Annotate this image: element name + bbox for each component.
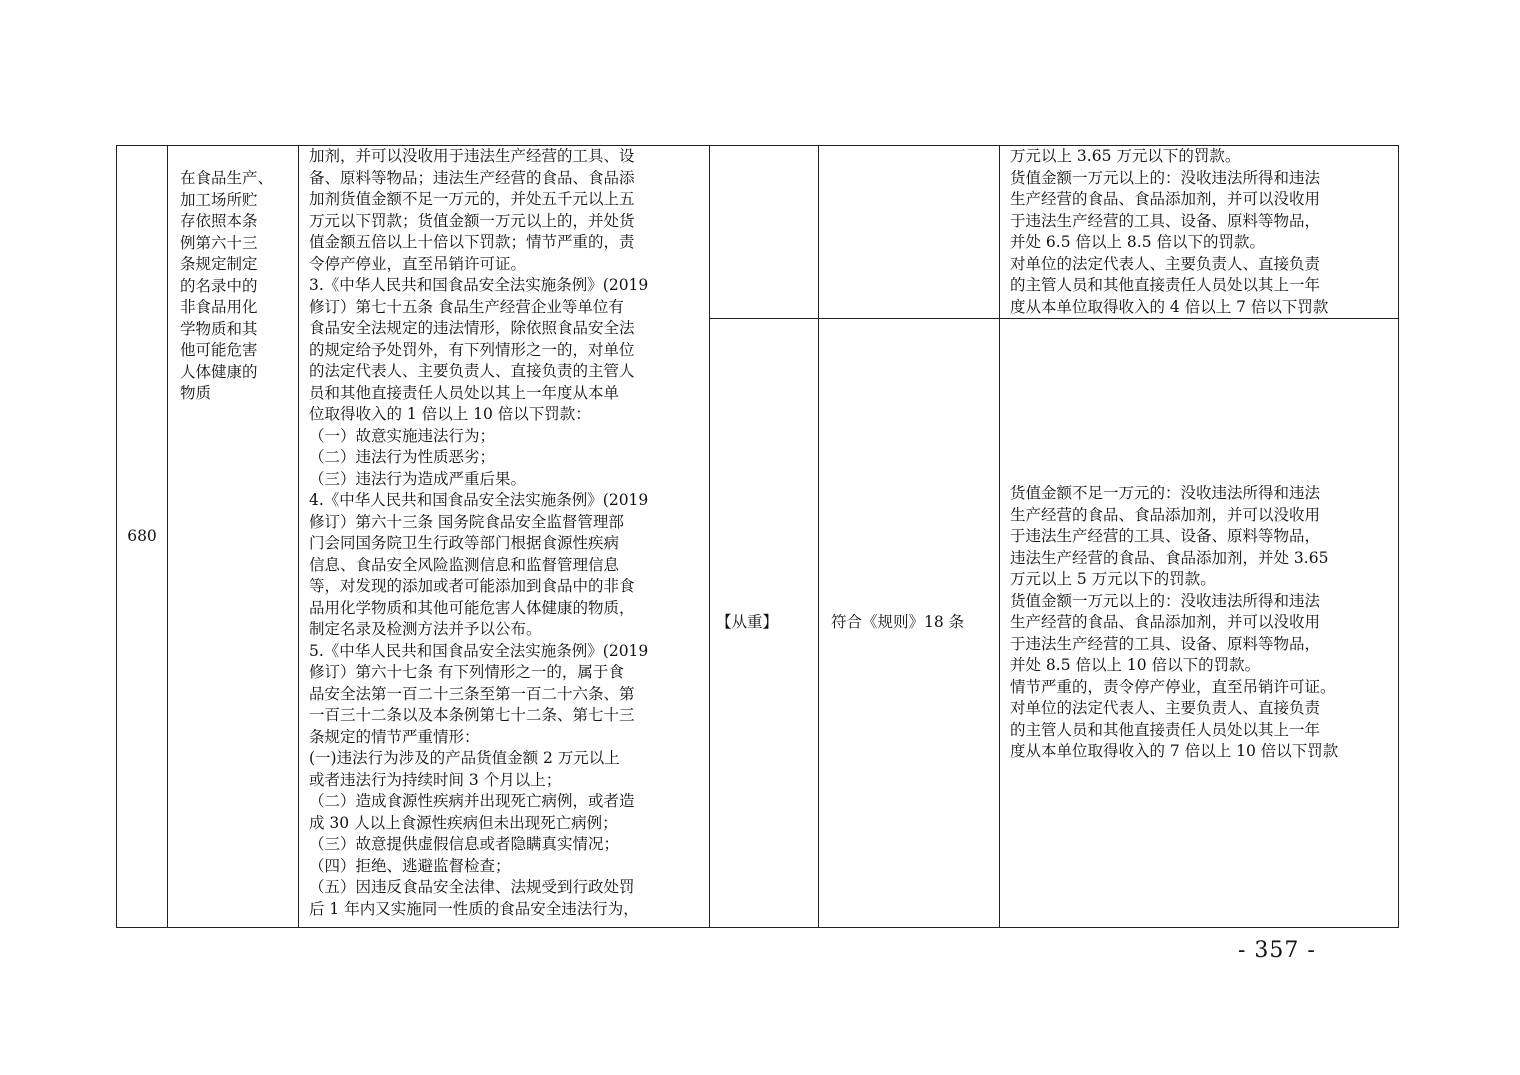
- text-line: 货值金额不足一万元的：没收违法所得和违法: [1010, 484, 1321, 503]
- text-line: 万元以上 3.65 万元以下的罚款。: [1010, 147, 1241, 165]
- text-line: 的规定给予处罚外，有下列情形之一的，对单位: [309, 340, 635, 359]
- legal-basis-text: [309, 146, 701, 920]
- text-line: （一）故意实施违法行为；: [309, 426, 496, 445]
- penalty-standard-upper: [1010, 146, 1392, 318]
- condition-cell-upper: [819, 146, 1000, 319]
- text-line: 物质: [180, 384, 212, 402]
- text-line: 品安全法第一百二十三条至第一百二十六条、第: [309, 684, 635, 703]
- text-line: 于违法生产经营的工具、设备、原料等物品，: [1010, 634, 1321, 653]
- penalty-standard-cell-lower: [1000, 319, 1399, 928]
- text-line: 加工场所贮: [180, 190, 258, 209]
- text-line: 并处 6.5 倍以上 8.5 倍以下的罚款。: [1010, 233, 1266, 251]
- penalty-table: [116, 145, 1399, 928]
- text-line: 于违法生产经营的工具、设备、原料等物品，: [1010, 527, 1321, 546]
- text-line: 成 30 人以上食源性疾病但未出现死亡病例；: [309, 813, 618, 832]
- condition-lower: 符合《规则》18 条: [831, 613, 965, 632]
- text-line: 度从本单位取得收入的 4 倍以上 7 倍以下罚款: [1010, 297, 1329, 316]
- text-line: 门会同国务院卫生行政等部门根据食源性疾病: [309, 534, 620, 552]
- text-line: （五）因违反食品安全法律、法规受到行政处罚: [309, 878, 635, 896]
- text-line: 等，对发现的添加或者可能添加到食品中的非食: [309, 577, 635, 595]
- text-line: 或者违法行为持续时间 3 个月以上；: [309, 770, 562, 789]
- text-line: 的名录中的: [180, 276, 258, 295]
- text-line: （二）造成食源性疾病并出现死亡病例，或者造: [309, 792, 635, 810]
- text-line: （四）拒绝、逃避监督检查；: [309, 856, 511, 875]
- text-line: 员和其他直接责任人员处以其上一年度从本单: [309, 383, 620, 402]
- text-line: 3.《中华人民共和国食品安全法实施条例》(2019: [309, 276, 649, 294]
- penalty-standard-lower: [1010, 483, 1392, 763]
- text-line: 位取得收入的 1 倍以上 10 倍以下罚款：: [309, 405, 591, 423]
- text-line: （三）故意提供虚假信息或者隐瞒真实情况；: [309, 835, 620, 853]
- text-line: 违法生产经营的食品、食品添加剂，并处 3.65: [1010, 548, 1329, 567]
- text-line: 他可能危害: [180, 341, 258, 359]
- text-line: 于违法生产经营的工具、设备、原料等物品，: [1010, 211, 1321, 230]
- text-line: 条规定制定: [180, 255, 258, 273]
- text-line: 万元以上 5 万元以下的罚款。: [1010, 570, 1216, 589]
- text-line: 令停产停业，直至吊销许可证。: [309, 254, 527, 273]
- text-line: 5.《中华人民共和国食品安全法实施条例》(2019: [309, 641, 649, 660]
- discretion-level-cell-upper: [710, 146, 819, 319]
- text-line: 的主管人员和其他直接责任人员处以其上一年: [1010, 720, 1321, 739]
- text-line: 加剂货值金额不足一万元的，并处五千元以上五: [309, 190, 635, 208]
- text-line: 货值金额一万元以上的：没收违法所得和违法: [1010, 591, 1321, 610]
- text-line: 存依照本条: [180, 212, 258, 230]
- text-line: 人体健康的: [180, 362, 258, 381]
- text-line: 生产经营的食品、食品添加剂，并可以没收用: [1010, 613, 1321, 632]
- text-line: 非食品用化: [180, 298, 258, 316]
- text-line: 生产经营的食品、食品添加剂，并可以没收用: [1010, 505, 1321, 524]
- text-line: 信息、食品安全风险监测信息和监督管理信息: [309, 555, 620, 574]
- penalty-standard-cell-upper: [1000, 146, 1399, 319]
- condition-cell-lower: [819, 319, 1000, 928]
- text-line: 修订）第六十七条 有下列情形之一的，属于食: [309, 663, 624, 681]
- text-line: 备、原料等物品；违法生产经营的食品、食品添: [309, 168, 635, 187]
- text-line: 货值金额一万元以上的：没收违法所得和违法: [1010, 168, 1321, 187]
- text-line: 生产经营的食品、食品添加剂，并可以没收用: [1010, 190, 1321, 208]
- text-line: 制定名录及检测方法并予以公布。: [309, 620, 542, 638]
- text-line: 加剂，并可以没收用于违法生产经营的工具、设: [309, 147, 635, 165]
- text-line: 度从本单位取得收入的 7 倍以上 10 倍以下罚款: [1010, 742, 1339, 761]
- discretion-level-lower: 【从重】: [716, 613, 779, 632]
- text-line: 修订）第六十三条 国务院食品安全监督管理部: [309, 512, 624, 531]
- text-line: 一百三十二条以及本条例第七十二条、第七十三: [309, 706, 635, 724]
- page-number: - 357 -: [1238, 938, 1316, 963]
- text-line: (一)违法行为涉及的产品货值金额 2 万元以上: [309, 749, 620, 767]
- text-line: 的主管人员和其他直接责任人员处以其上一年: [1010, 276, 1321, 294]
- text-line: 条规定的情节严重情形：: [309, 727, 480, 746]
- text-line: 值金额五倍以上十倍以下罚款；情节严重的，责: [309, 233, 635, 251]
- legal-basis-cell: [299, 146, 710, 928]
- text-line: 万元以下罚款；货值金额一万元以上的，并处货: [309, 211, 635, 230]
- text-line: 对单位的法定代表人、主要负责人、直接负责: [1010, 254, 1321, 273]
- text-line: 对单位的法定代表人、主要负责人、直接负责: [1010, 699, 1321, 718]
- row-number-cell: [117, 146, 168, 928]
- table-row-upper: [117, 146, 1399, 319]
- text-line: 的法定代表人、主要负责人、直接负责的主管人: [309, 362, 635, 380]
- text-line: 学物质和其: [180, 319, 258, 338]
- text-line: 4.《中华人民共和国食品安全法实施条例》(2019: [309, 491, 649, 509]
- violation-item-cell: [168, 146, 299, 928]
- row-number: 680: [127, 526, 157, 545]
- text-line: 在食品生产、: [180, 169, 274, 187]
- text-line: 后 1 年内又实施同一性质的食品安全违法行为，: [309, 899, 639, 918]
- discretion-level-cell-lower: [710, 319, 819, 928]
- text-line: （三）违法行为造成严重后果。: [309, 469, 527, 488]
- text-line: 食品安全法规定的违法情形，除依照食品安全法: [309, 319, 635, 337]
- text-line: 情节严重的，责令停产停业，直至吊销许可证。: [1010, 677, 1336, 696]
- text-line: 修订）第七十五条 食品生产经营企业等单位有: [309, 297, 624, 316]
- text-line: 品用化学物质和其他可能危害人体健康的物质，: [309, 598, 635, 617]
- text-line: 并处 8.5 倍以上 10 倍以下的罚款。: [1010, 656, 1261, 675]
- violation-item-text: [180, 168, 290, 405]
- text-line: 例第六十三: [180, 233, 258, 252]
- text-line: （二）违法行为性质恶劣；: [309, 448, 496, 466]
